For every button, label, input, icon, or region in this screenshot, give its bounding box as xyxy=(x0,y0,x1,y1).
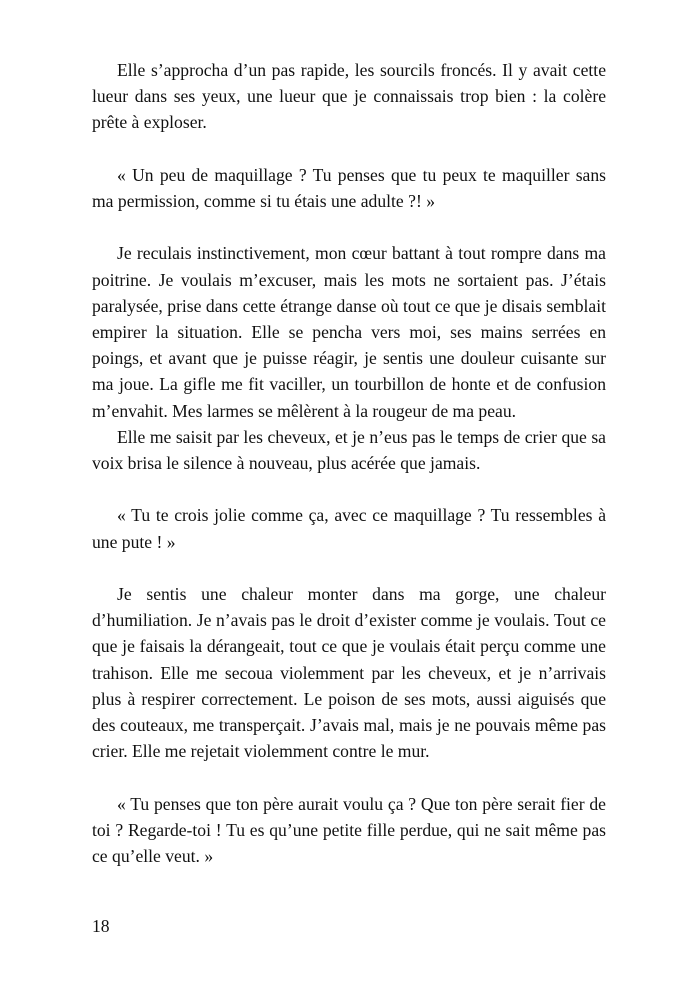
paragraph: Je reculais instinctivement, mon cœur battant à tout rompre dans ma poitrine. Je voulais m’excuser, mais les mots ne sortaient pas. J’étais paralysée, prise dans cette étrange danse où tout ce que je disais semblait empirer la situation. Elle se pencha vers moi, ses mains serrées en poings, et avant que je puisse réagir, je sentis une douleur cuisante sur ma joue. La gifle me fit vaciller, un tourbillon de honte et de confusion m’envahit. Mes larmes se mêlèrent à la rougeur de ma peau. xyxy=(92,243,606,421)
body-text xyxy=(92,57,606,869)
paragraph: Je sentis une chaleur monter dans ma gorge, une chaleur d’humiliation. Je n’avais pas le droit d’exister comme je voulais. Tout ce que je faisais la dérangeait, tout ce que je voulais était perçu comme une trahison. Elle me secoua violemment par les cheveux, et je n’arrivais plus à respirer correctement. Le poison de ses mots, aussi aiguisés que des couteaux, me transperçait. J’avais mal, mais je ne pouvais même pas crier. Elle me rejetait violemment contre le mur. xyxy=(92,584,606,762)
dialogue-paragraph: « Tu te crois jolie comme ça, avec ce maquillage ? Tu ressembles à une pute ! » xyxy=(92,505,606,552)
paragraph: Elle s’approcha d’un pas rapide, les sourcils froncés. Il y avait cette lueur dans ses yeux, une lueur que je connaissais trop bien : la colère prête à exploser. xyxy=(92,60,606,133)
dialogue-paragraph: « Un peu de maquillage ? Tu penses que tu peux te maquiller sans ma permission, comme si tu étais une adulte ?! » xyxy=(92,164,606,211)
page-number: 18 xyxy=(92,916,110,936)
dialogue-paragraph: « Tu penses que ton père aurait voulu ça ? Que ton père serait fier de toi ? Regarde-toi ! Tu es qu’une petite fille perdue, qui ne sait même pas ce qu’elle veut. » xyxy=(92,793,606,867)
paragraph: Elle me saisit par les cheveux, et je n’eus pas le temps de crier que sa voix brisa le silence à nouveau, plus acérée que jamais. xyxy=(92,426,606,474)
